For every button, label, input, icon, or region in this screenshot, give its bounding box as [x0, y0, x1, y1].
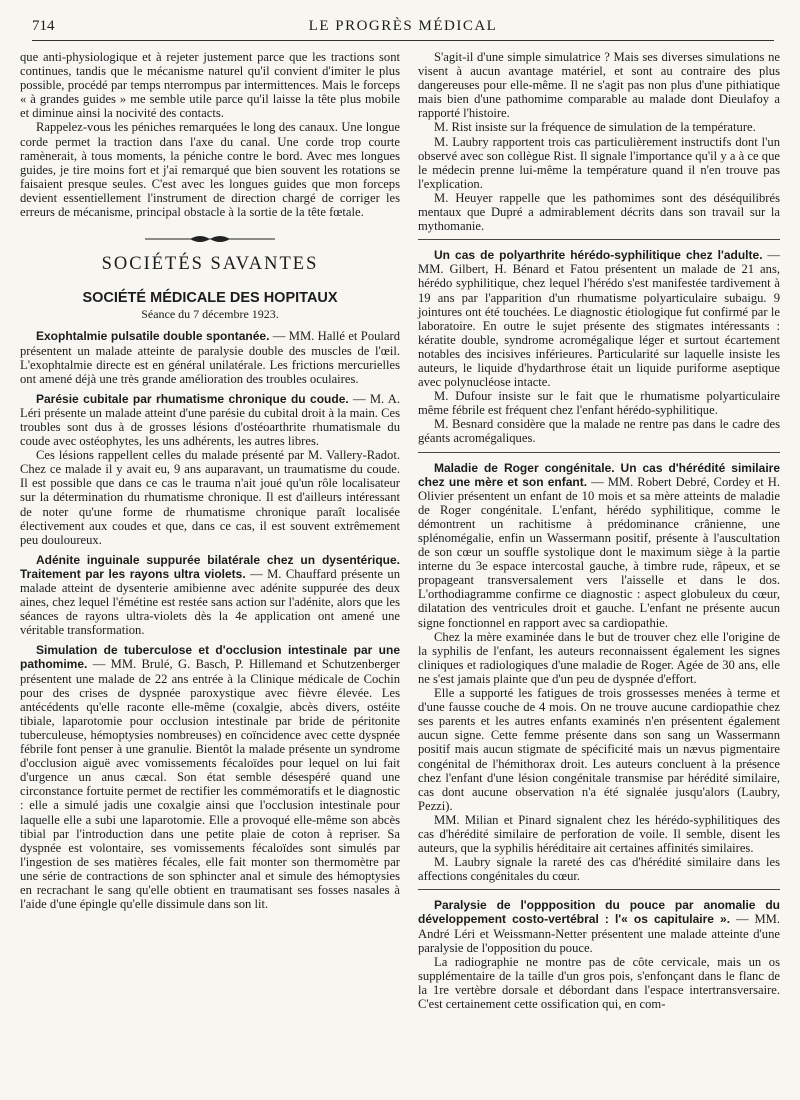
- running-header: [32, 18, 774, 40]
- article: [20, 643, 400, 911]
- article-title: Parésie cubitale par rhumatisme chronique du coude.: [36, 391, 349, 406]
- article-body: — MM. Gilbert, H. Bénard et Fatou présentent un malade de 21 ans, hérédo syphilitique, chez lequel l'hérédo s'est manifestée tardivement à 19 ans par l'apparition d'un rhumatisme polyarticulaire subaigu. 9 jointures ont été touchées. Le diagnostic étiologique fut confirmé par le laboratoire. En outre le sujet présente des stigmates intéressants : kératite double, syndrome acromégalique léger et surtout écartement notables des incisives inférieures. Particularité sur laquelle insiste les auteurs, le liquide d'hydarthrose était un liquide puriforme aseptique avec polynucléose intacte.: [418, 248, 780, 390]
- article-separator: [418, 452, 780, 453]
- left-column: [20, 50, 400, 911]
- article: [20, 392, 400, 448]
- header-rule: [32, 40, 774, 41]
- article-separator: [418, 239, 780, 240]
- paragraph: Elle a supporté les fatigues de trois grossesses menées à terme et d'une fausse couche de 4 mois. On ne trouve aucune cardiopathie chez ses parents et les autres enfants examinés n'en présentent également aucun signe. Cette femme présente dans son sang un Wassermann positif mais aucun stigmate de spécificité mais un nævus pigmentaire congénital de l'hémithorax droit. Les auteurs concluent à la présence chez l'enfant d'une lésion congénitale transmise par hérédité similaire, cas dont aucune observation n'a été signalée jusqu'alors (Laubry, Pezzi).: [418, 686, 780, 813]
- paragraph: Chez la mère examinée dans le but de trouver chez elle l'origine de la syphilis de l'enfant, les auteurs reconnaissent également les signes cliniques et radiologiques d'une maladie de Roger. Agée de 30 ans, elle ne s'est jamais plainte que d'un peu de dyspnée d'effort.: [418, 629, 780, 686]
- article-body: — M. A. Léri présente un malade atteint d'une parésie du cubital droit à la main. Ces troubles sont dus à de grosses lésions d'ostéoarthrite rhumatismale du coude avec ostéophytes, les uns adhérents, les autres libres.: [20, 391, 400, 449]
- article: [418, 248, 780, 389]
- article-title: Exophtalmie pulsatile double spontanée.: [36, 329, 270, 344]
- ornament-rule-icon: [145, 233, 275, 245]
- article-title: Un cas de polyarthrite hérédo-syphilitique chez l'adulte.: [434, 248, 763, 263]
- article: [418, 898, 780, 954]
- session-date: Séance du 7 décembre 1923.: [141, 307, 279, 322]
- paragraph: M. Heuyer rappelle que les pathomimes sont des déséquilibrés mentaux que Dupré a admirablement décrits dans son travail sur la mythomanie.: [418, 190, 780, 234]
- article-title: Paralysie de l'oppposition du pouce par anomalie du développement costo-vertébral : l'« os capitulaire ».: [418, 898, 780, 927]
- article-body: — MM. Robert Debré, Cordey et H. Olivier présentent un enfant de 10 mois et sa mère atteints de maladie de Roger congénitale. L'enfant, hérédo syphilitique, comme le démontrent un rachitisme à prédominance crânienne, une splénomégalie, enfin un Wassermann positif, présente à l'auscultation de son cœur un souffle systolique dont le maximum siège à la partie interne du 3e espace intercostal gauche, à timbre rude, râpeux, et se propageant transversalement vers l'aisselle et dans le dos. L'orthodiagramme confirme ce diagnostic : aspect globuleux du cœur, dilatation des ventricules droit et gauche. L'enfant ne présente aucun signe fonctionnel en rapport avec sa cardiopathie.: [418, 474, 780, 630]
- article-title: Maladie de Roger congénitale. Un cas d'hérédité similaire chez une mère et son enfant.: [418, 460, 780, 489]
- article-body: — M. Chauffard présente un malade atteint de dysenterie amibienne avec adénite suppurée des deux aines, chez lequel l'émétine est restée sans action sur l'adénite, alors que les séances de rayons ultra-violets dès la 4e application ont amené une véritable transformation.: [20, 566, 401, 638]
- article-separator: [418, 889, 780, 890]
- right-column: [418, 50, 780, 1011]
- paragraph: Ces lésions rappellent celles du malade présenté par M. Vallery-Radot. Chez ce malade il y avait eu, 9 ans auparavant, un traumatisme du coude. Il est possible que dans ce cas le trauma n'ait joué qu'un rôle localisateur sur la détermination du rhumatisme chronique. Il est d'ailleurs intéressant de noter qu'une forme de rhumatisme chronique paraît localisée électivement aux coudes et que, dans ce cas, il est souvent extrêmement peu douloureux.: [20, 448, 400, 547]
- society-title: SOCIÉTÉ MÉDICALE DES HOPITAUX: [82, 290, 338, 307]
- paragraph: M. Laubry rapportent trois cas particulièrement instructifs dont l'un observé avec son collègue Rist. Il signale l'importance qu'il y a à ce que le médecin prenne lui-même la température quand il n'en trouve pas l'explication.: [418, 134, 780, 191]
- article: [20, 553, 400, 638]
- ornament-divider: [20, 233, 400, 245]
- paragraph: M. Laubry signale la rareté des cas d'hérédité similaire dans les affections congénitales du cœur.: [418, 855, 780, 884]
- paragraph: S'agit-il d'une simple simulatrice ? Mais ses diverses simulations ne visent à aucun avantage matériel, et sont au contraire des plus dangereuses pour elle-même. Il ne s'agit pas non plus d'une pithiatique mais bien d'une pathomime comparable au malade dont Dieulafoy a rapporté l'histoire.: [418, 50, 780, 121]
- paragraph: M. Dufour insiste sur le fait que le rhumatisme polyarticulaire même fébrile est fréquent chez l'enfant hérédo-syphilitique.: [418, 389, 780, 418]
- paragraph: Rappelez-vous les péniches remarquées le long des canaux. Une longue corde permet la traction dans l'axe du canal. Une corde trop courte ramènerait, à tous moments, la péniche contre le bord. Avec mes longues guides, je tire moins fort et j'ai remarqué que bien souvent les rotations se faisaient presque seules. C'est avec les longues guides que mon forceps devient essentiellement l'instrument de direction chargé de corriger les erreurs de mécanisme, principal obstacle à la sortie de la tête fœtale.: [20, 120, 400, 220]
- paragraph: M. Besnard considère que la malade ne rentre pas dans le cadre des géants acromégaliques.: [418, 417, 780, 446]
- article-body: — MM. André Léri et Weissmann-Netter présentent une malade atteinte d'une paralysie de l'opposition du pouce.: [418, 912, 780, 955]
- paragraph: que anti-physiologique et à rejeter justement parce que les tractions sont continues, tandis que le mécanisme naturel qu'il convient d'imiter le plus possible, procédé par temps nterrompus par intermittences. Mais le forceps « à grandes guides » me semble utile parce qu'il laisse la tête plus mobile et diminue ainsi la nocivité des contacts.: [20, 50, 400, 121]
- article-body: — MM. Brulé, G. Basch, P. Hillemand et Schutzenberger présentent une malade de 22 ans entrée à la Clinique médicale de Cochin pour des crises de dyspnée paroxystique avec fièvre élevée. Les antécédents qu'elle raconte elle-même (coxalgie, abcès divers, ostéite tibiale, laparotomie pour occlusion intestinale par bride de péritonite tuberculeuse, hémoptysies nombreuses) en coïncidence avec cette dyspnée fébrile font penser à une granulie. Bientôt la malade présente un syndrome d'occlusion aiguë avec vomissements fécaloïdes pour lequel on lui fait d'urgence un anus cæcal. Son état semble désespéré quand une circonstance fortuite permet de rectifier les commémoratifs et le diagnostic : elle a simulé jadis une coxalgie ainsi que l'occlusion intestinale pour laquelle elle a subi une laparotomie. Elle a provoqué elle-même son abcès tibial par l'introduction dans une petite plaie de coton à repriser. Sa dyspnée est volontaire, ses vomissements fécaloïdes sont simulés par l'ingestion de ses matières fécales, elle fait monter son thermomètre par une série de contractions de son sphincter anal et simule des hémoptysies en recrachant le sang qu'elle obtient en traumatisant ses fosses nasales à l'aide d'une épingle qu'elle dissimule dans son lit.: [20, 657, 400, 912]
- article: [418, 461, 780, 630]
- article-title: Simulation de tuberculose et d'occlusion intestinale par une pathomime.: [20, 643, 400, 672]
- paragraph: La radiographie ne montre pas de côte cervicale, mais un os supplémentaire de la taille d'un gros pois, s'enfonçant dans le flanc de la 1re vertèbre dorsale et débordant dans l'espace intertransversaire. C'est certainement cette ossification qui, en com-: [418, 954, 780, 1011]
- article: [20, 329, 400, 385]
- section-title: SOCIÉTÉS SAVANTES: [101, 254, 319, 275]
- page-number: 714: [32, 18, 55, 34]
- running-title: LE PROGRÈS MÉDICAL: [308, 18, 498, 34]
- article-title: Adénite inguinale suppurée bilatérale chez un dysentérique. Traitement par les rayons ultra violets.: [20, 552, 400, 581]
- paragraph: M. Rist insiste sur la fréquence de simulation de la température.: [434, 120, 756, 135]
- paragraph: MM. Milian et Pinard signalent chez les hérédo-syphilitiques des cas d'hérédité similaire de perforation de voile. Il semble, disent les auteurs, que la syphilis héréditaire ait certaines affinités similaires.: [418, 812, 780, 856]
- article-body: — MM. Hallé et Poulard présentent un malade atteinte de paralysie double des muscles de l'œil. L'exophtalmie directe est en général unilatérale. Les frictions mercurielles ont amené déjà une très grande amélioration des troubles oculaires.: [20, 329, 400, 386]
